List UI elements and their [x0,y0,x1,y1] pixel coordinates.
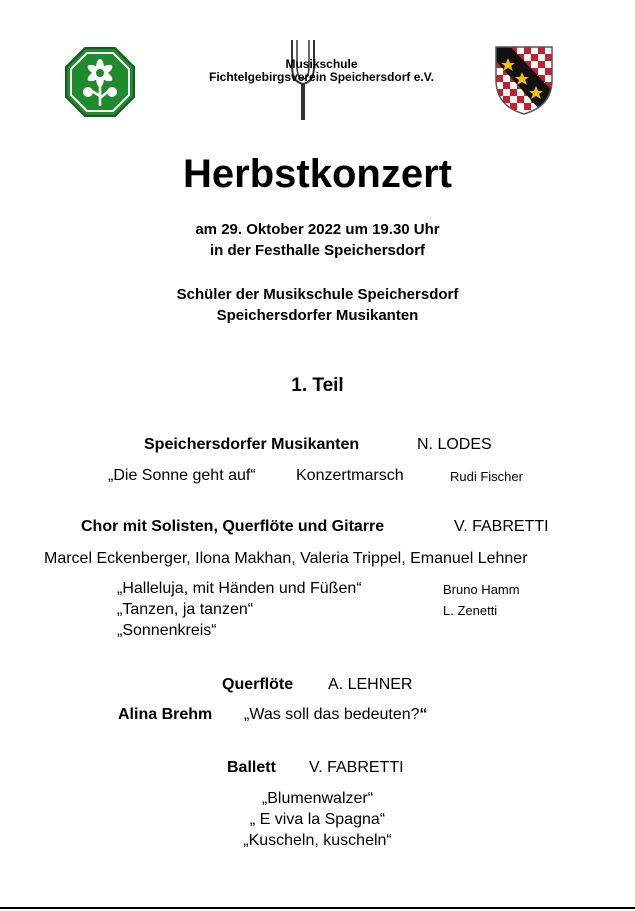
ballett-ensemble: Ballett [227,759,276,776]
ballett-conductor: V. FABRETTI [309,759,404,776]
ballett-piece: „Blumenwalzer“ [261,790,374,807]
venue-line: in der Festhalle Speichersdorf [209,242,426,259]
chor-piece-title: „Tanzen, ja tanzen“ [117,601,254,618]
part-title: 1. Teil [291,375,344,396]
ballett-piece: „ E viva la Spagna“ [249,811,386,828]
page-bottom-rule [0,907,635,909]
musikanten-piece: „Die Sonne geht auf“ [108,467,256,484]
chor-piece-composer: L. Zenetti [443,603,498,618]
chor-ensemble: Chor mit Solisten, Querflöte und Gitarre [81,518,385,535]
coat-of-arms-icon [493,44,555,116]
ballett-piece: „Kuscheln, kuscheln“ [243,832,392,849]
musikanten-ensemble: Speichersdorfer Musikanten [144,436,360,453]
performers-line2: Speichersdorfer Musikanten [216,307,419,324]
querfloete-conductor: A. LEHNER [328,676,413,693]
querfloete-performer: Alina Brehm [118,706,213,723]
querfloete-piece [244,706,428,724]
performers-line1: Schüler der Musikschule Speichersdorf [176,286,459,303]
page-title: Herbstkonzert [183,152,452,196]
chor-soloists: Marcel Eckenberger, Ilona Makhan, Valeria Trippel, Emanuel Lehner [44,550,528,567]
querfloete-ensemble: Querflöte [222,676,294,693]
chor-piece-title: „Sonnenkreis“ [117,622,217,639]
musikanten-piece-type: Konzertmarsch [296,467,404,484]
org-name-line2: Fichtelgebirgsverein Speichersdorf e.V. [209,70,434,84]
musikanten-conductor: N. LODES [417,436,492,453]
org-name-line1: Musikschule [285,57,358,71]
chor-conductor: V. FABRETTI [454,518,549,535]
querfloete-piece-text: „Was soll das bedeuten? [244,706,420,723]
chor-piece-composer: Bruno Hamm [443,582,520,597]
querfloete-piece-close: “ [419,706,428,723]
musikanten-composer: Rudi Fischer [450,469,523,484]
chor-piece-title: „Halleluja, mit Händen und Füßen“ [117,580,362,597]
date-line: am 29. Oktober 2022 um 19.30 Uhr [195,221,440,238]
